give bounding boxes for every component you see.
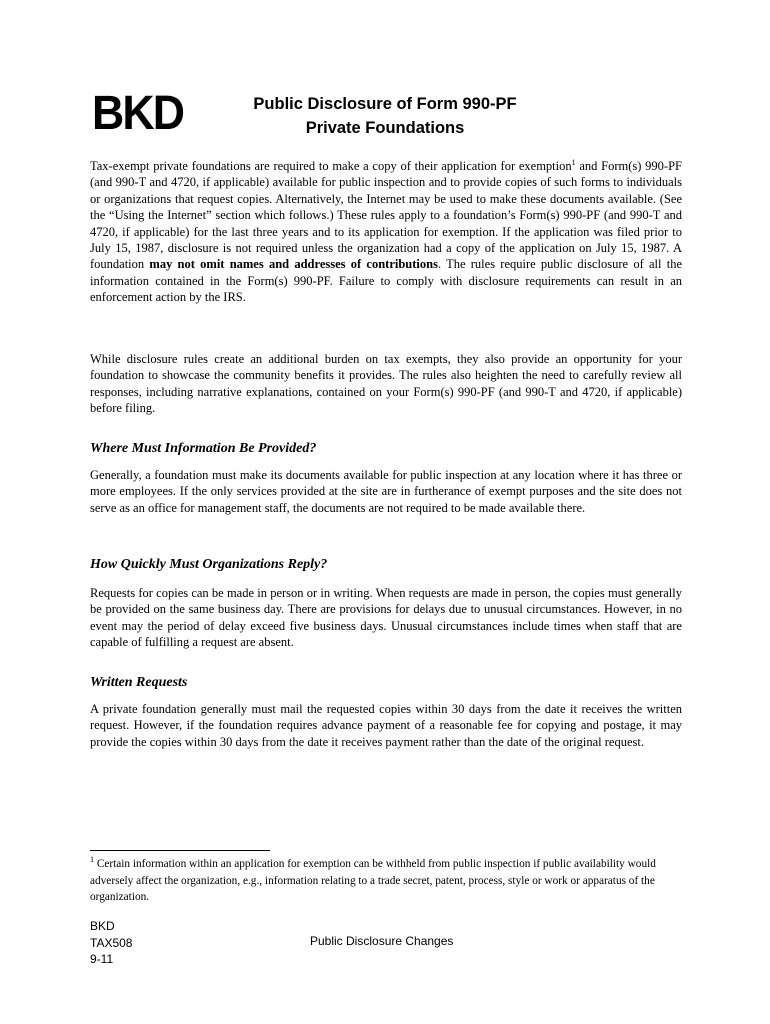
footnote-marker: 1: [90, 855, 94, 865]
section-where-paragraph: Generally, a foundation must make its documents available for public inspection at any location where it has three or more employees. If the only services provided at the site are in furtherance of exempt purposes and the site does not serve as an office for management staff, the documents are not required to be made available there.: [90, 468, 682, 515]
bkd-logo: BKD: [92, 87, 184, 140]
intro-paragraph-1: [90, 158, 682, 306]
section-written-paragraph: A private foundation generally must mail the requested copies within 30 days from the date it receives the written request. However, if the foundation requires advance payment of a reasonable fee for copying and postage, it may provide the copies within 30 days from the date it receives payment rather than the date of the original request.: [90, 702, 682, 749]
intro-text-a: Tax-exempt private foundations are required to make a copy of their application for exemption: [90, 159, 572, 173]
section-heading-written: Written Requests: [90, 675, 188, 690]
section-text-written: [90, 701, 682, 750]
footer-firm: BKD: [90, 919, 115, 933]
footnote-ref: 1: [571, 157, 576, 167]
section-text-where: [90, 467, 682, 516]
page-subtitle: Private Foundations: [305, 119, 465, 137]
page-title: Public Disclosure of Form 990-PF: [253, 95, 517, 113]
footnote-text: Certain information within an application for exemption can be withheld from public inspection if public availability would adversely affect the organization, e.g., information relating to a trade secret, patent, process, style or work or apparatus of the organization.: [90, 858, 656, 903]
footnote-divider: [90, 850, 270, 851]
footnote: [90, 856, 682, 906]
intro-paragraph-2: [90, 351, 682, 417]
section-heading-where: Where Must Information Be Provided?: [90, 441, 317, 456]
footer-title: Public Disclosure Changes: [310, 934, 454, 948]
intro-p2-text: While disclosure rules create an additional burden on tax exempts, they also provide an opportunity for your foundation to showcase the community benefits it provides. The rules also heighten the need to carefully review all responses, including narrative explanations, contained on your Form(s) 990-PF (and 990-T and 4720, if applicable) before filing.: [90, 352, 682, 416]
section-how-paragraph: Requests for copies can be made in person or in writing. When requests are made in person, the copies must generally be provided on the same business day. There are provisions for delays due to unusual circumstances. However, in no event may the period of delay exceed five business days. Unusual circumstances include times when staff that are capable of fulfilling a request are absent.: [90, 586, 682, 650]
intro-text-b: and Form(s) 990-PF (and 990-T and 4720, if applicable) available for public inspection and to provide copies of such forms to individuals or organizations that request copies. Alternatively, the Internet may be used to make these documents available. (See the “Using the Internet” section which follows.) These rules apply to a foundation’s Form(s) 990-PF (and 990-T and 4720, if applicable) for the last three years and to its application for exemption. If the application was filed prior to July 15, 1987, disclosure is not required unless the organization had a copy of the application on July 15, 1987. A foundation: [90, 159, 682, 272]
footer-codes: [90, 918, 132, 968]
footer-doc-code: TAX508: [90, 935, 133, 950]
intro-bold-text: may not omit names and addresses of contributions: [149, 257, 438, 272]
intro-text-c: . The rules require public disclosure of all the information contained in the Form(s) 990-PF. Failure to comply with disclosure requirements can result in an enforcement action by the IRS.: [90, 257, 682, 305]
footer-date: 9-11: [90, 952, 114, 966]
section-heading-how: How Quickly Must Organizations Reply?: [90, 557, 328, 572]
section-text-how: [90, 585, 682, 651]
